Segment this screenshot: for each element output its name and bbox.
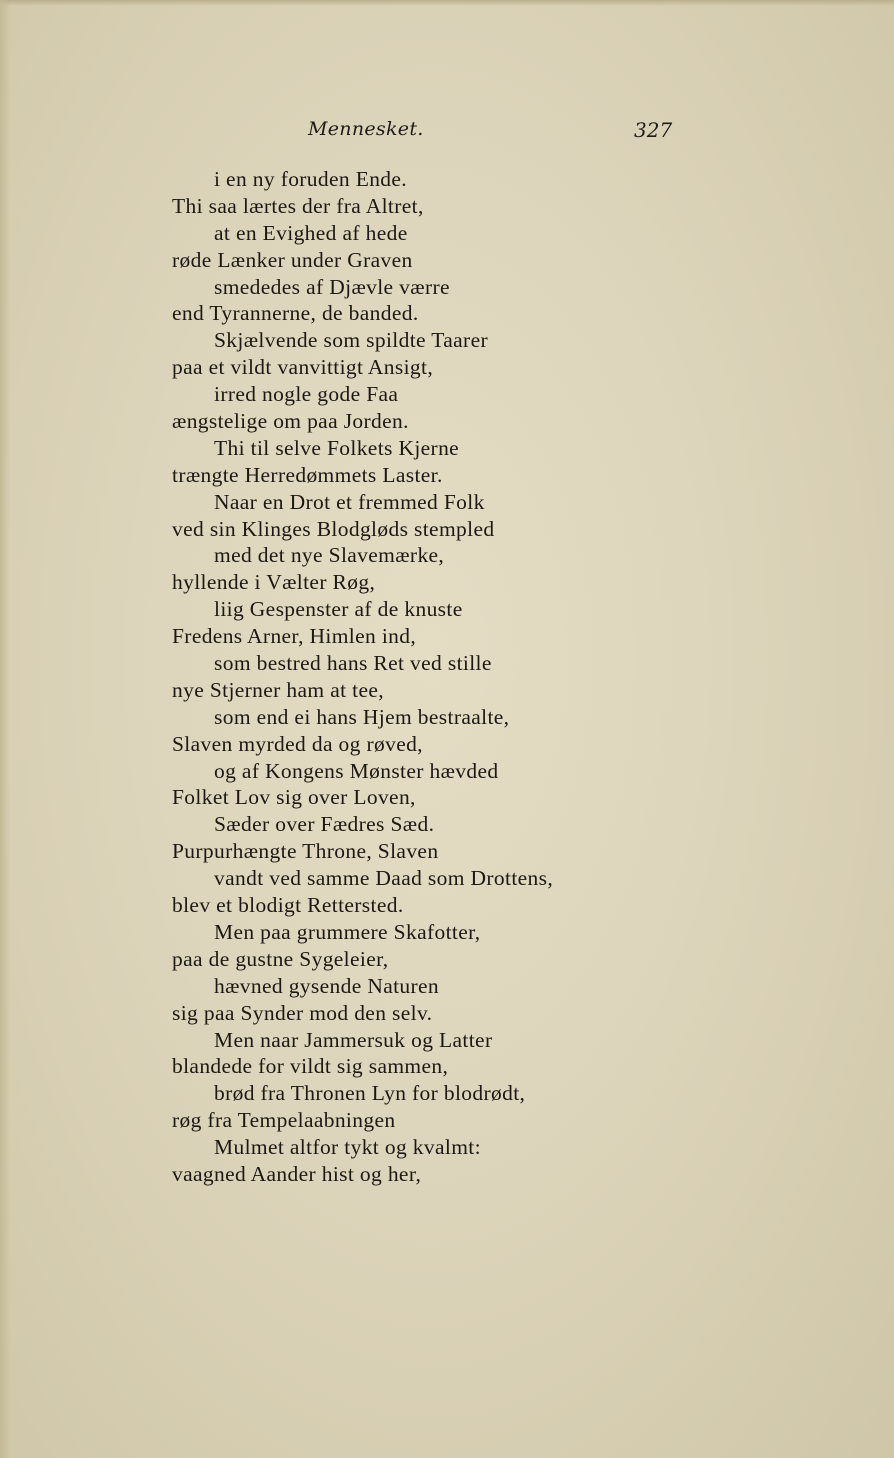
running-head — [0, 118, 894, 148]
poem-line: trængte Herredømmets Laster. — [172, 462, 443, 487]
poem-line: Mulmet altfor tykt og kvalmt: — [214, 1135, 481, 1160]
poem-line: Fredens Arner, Himlen ind, — [172, 624, 417, 649]
poem-line: Slaven myrded da og røved, — [172, 731, 423, 756]
poem-line: Purpurhængte Throne, Slaven — [172, 839, 439, 864]
poem-line: Skjælvende som spildte Taarer — [214, 328, 488, 353]
poem-line: at en Evighed af hede — [214, 220, 408, 245]
poem-line: hyllende i Vælter Røg, — [172, 570, 376, 595]
poem-line: end Tyrannerne, de banded. — [172, 301, 419, 326]
poem-line: blev et blodigt Rettersted. — [172, 893, 404, 918]
poem-line: irred nogle gode Faa — [214, 382, 399, 407]
poem-line: paa et vildt vanvittigt Ansigt, — [172, 355, 434, 380]
poem-line: vaagned Aander hist og her, — [172, 1161, 422, 1186]
poem-line: Thi saa lærtes der fra Altret, — [172, 193, 424, 218]
poem-line: Thi til selve Folkets Kjerne — [214, 435, 460, 460]
poem-line: Men naar Jammersuk og Latter — [214, 1027, 493, 1052]
poem-line: vandt ved samme Daad som Drottens, — [214, 866, 554, 891]
poem-text — [172, 166, 872, 1188]
poem-line: og af Kongens Mønster hævded — [214, 758, 499, 783]
poem-line: Naar en Drot et fremmed Folk — [214, 489, 485, 514]
poem-line: brød fra Thronen Lyn for blodrødt, — [214, 1081, 526, 1106]
poem-line: blandede for vildt sig sammen, — [172, 1054, 449, 1079]
poem-line: Folket Lov sig over Loven, — [172, 785, 416, 810]
poem-line: med det nye Slavemærke, — [214, 543, 445, 568]
poem-line: smededes af Djævle værre — [214, 274, 450, 299]
poem-line: i en ny foruden Ende. — [214, 167, 408, 191]
poem-line: ængstelige om paa Jorden. — [172, 409, 409, 434]
poem-line: sig paa Synder mod den selv. — [172, 1000, 433, 1025]
poem-line: liig Gespenster af de knuste — [214, 597, 463, 622]
poem-line: som end ei hans Hjem bestraalte, — [214, 704, 510, 729]
poem-line: som bestred hans Ret ved stille — [214, 651, 492, 676]
poem-line: paa de gustne Sygeleier, — [172, 946, 389, 971]
poem-line: Men paa grummere Skafotter, — [214, 919, 481, 944]
poem-line: hævned gysende Naturen — [214, 973, 440, 998]
poem-line: Sæder over Fædres Sæd. — [214, 812, 435, 837]
poem-line: ved sin Klinges Blodgløds stempled — [172, 516, 495, 541]
page-number: 327 — [634, 118, 673, 142]
poem-line: nye Stjerner ham at tee, — [172, 677, 384, 702]
poem-line: røg fra Tempelaabningen — [172, 1108, 396, 1133]
chapter-title: Mennesket. — [308, 118, 424, 140]
poem-line: røde Lænker under Graven — [172, 247, 413, 272]
